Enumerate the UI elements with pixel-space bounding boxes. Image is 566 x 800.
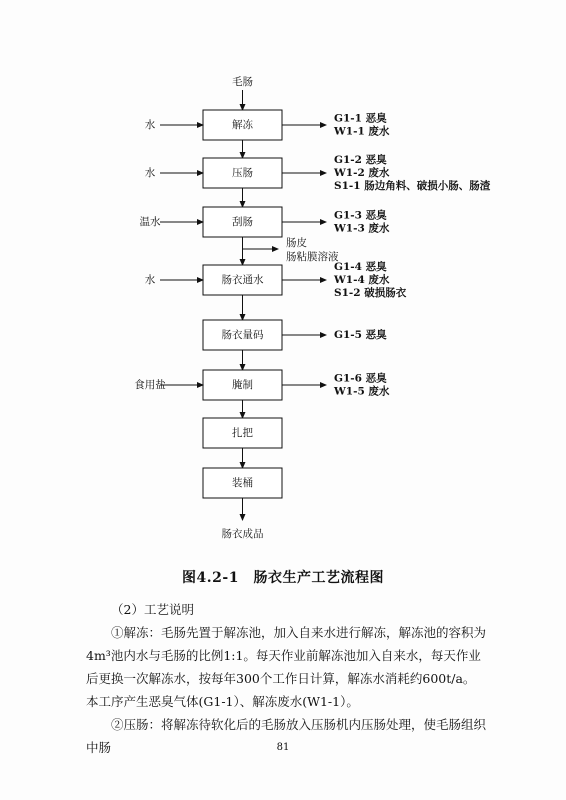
output-label: W1-2 废水 [334, 167, 390, 179]
output-label: G1-3 恶臭 [334, 209, 387, 222]
process-step-label: 腌制 [232, 379, 253, 391]
process-step-label: 解冻 [232, 119, 253, 131]
process-step-label: 肠衣量码 [221, 329, 264, 341]
process-step-label: 压肠 [232, 167, 253, 179]
output-label: G1-6 恶臭 [334, 372, 387, 385]
output-label: G1-1 恶臭 [334, 112, 387, 125]
side-output-label: 肠粘膜溶液 [286, 251, 339, 263]
output-label: G1-2 恶臭 [334, 154, 387, 166]
page-number: 81 [276, 742, 290, 753]
input-label: 水 [144, 167, 156, 179]
output-label: G1-5 恶臭 [334, 329, 387, 341]
final-product-label: 肠衣成品 [221, 528, 264, 540]
process-step-label: 扎把 [232, 427, 253, 439]
output-label: G1-4 恶臭 [334, 261, 387, 273]
input-label: 温水 [139, 216, 161, 228]
output-label: W1-1 废水 [334, 125, 390, 138]
process-step-label: 刮肠 [232, 216, 253, 228]
output-label: S1-1 肠边角料、破损小肠、肠渣 [334, 180, 491, 192]
input-label: 水 [144, 119, 156, 131]
process-step-label: 装桶 [232, 477, 253, 489]
side-output-label: 肠皮 [286, 237, 307, 249]
figure-caption: 图4.2-1 肠衣生产工艺流程图 [182, 570, 384, 586]
process-step-label: 肠衣通水 [221, 274, 264, 286]
input-label: 水 [144, 274, 156, 286]
output-label: W1-5 废水 [334, 385, 390, 398]
raw-material-label: 毛肠 [232, 76, 253, 88]
output-label: W1-4 废水 [334, 274, 390, 286]
output-label: S1-2 破损肠衣 [334, 287, 407, 299]
paragraph-thawing: ①解冻：毛肠先置于解冻池，加入自来水进行解冻，解冻池的容积为4m³池内水与毛肠的比例1:1。每天作业前解冻池加入自来水，每天作业后更换一次解冻水，按每年300个工作日计算，解冻水消耗约600t/a。本工序产生恶臭气体(G1-1）、解冻废水(W1-1）。 [86, 625, 487, 709]
input-label: 食用盐 [134, 379, 166, 391]
paragraph-pressing: ②压肠：将解冻待软化后的毛肠放入压肠机内压肠处理，使毛肠组织中肠 [86, 717, 487, 755]
output-label: W1-3 废水 [334, 222, 390, 235]
section-heading: （2）工艺说明 [111, 602, 194, 617]
